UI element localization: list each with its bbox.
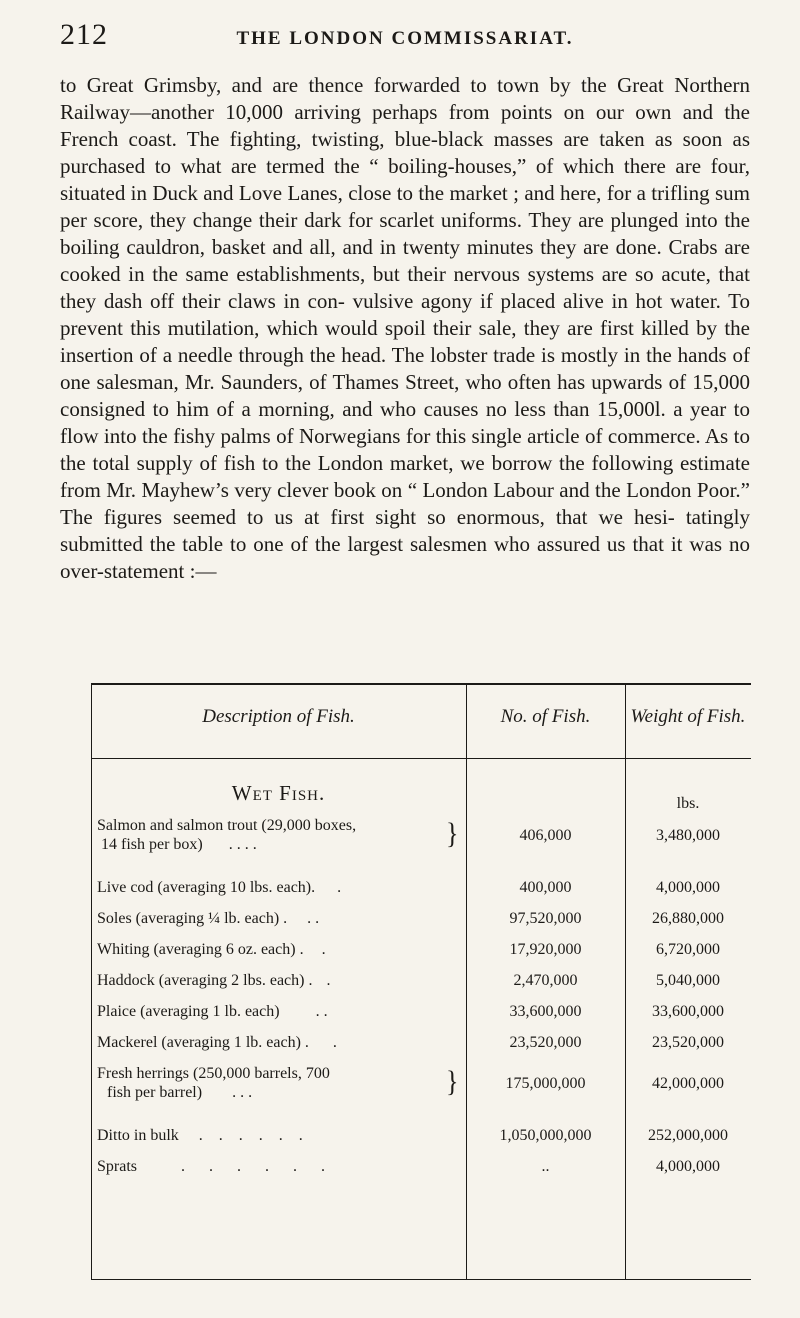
row-weight: 26,880,000 [652, 910, 724, 927]
row-description: Whiting (averaging 6 oz. each) . . [97, 941, 326, 958]
row-description: Haddock (averaging 2 lbs. each) . . [97, 972, 331, 989]
row-description: Fresh herrings (250,000 barrels, 700 fish per barrel) . . . [97, 1065, 330, 1101]
row-weight: 3,480,000 [656, 827, 720, 844]
section-title-wet-fish: Wet Fish. [231, 781, 326, 805]
row-number: .. [541, 1158, 550, 1175]
weight-unit: lbs. [676, 795, 700, 812]
row-description: Plaice (averaging 1 lb. each) . . [97, 1003, 328, 1020]
header-weight: Weight of Fish. [630, 706, 746, 727]
header-description: Description of Fish. [202, 706, 355, 727]
row-number: 33,600,000 [509, 1003, 582, 1020]
row-weight: 4,000,000 [656, 1158, 720, 1175]
table-left-border [91, 683, 92, 1280]
row-description: Ditto in bulk . . . . . . [97, 1127, 309, 1144]
row-weight: 42,000,000 [652, 1075, 724, 1092]
body-paragraph-container [60, 72, 750, 585]
row-weight: 33,600,000 [652, 1003, 724, 1020]
row-number: 1,050,000,000 [499, 1127, 592, 1144]
row-number: 175,000,000 [505, 1075, 586, 1092]
body-paragraph: to Great Grimsby, and are thence forwarded to town by the Great Northern Railway—another 10,000 arriving perhaps from points on our own and the French coast. The fighting, twisting, blue-black masses are taken as soon as purchased to what are termed the “ boiling-houses,” of which there are four, situated in Duck and Love Lanes, close to the market ; and here, for a trifling sum per score, they change their dark for scarlet uniforms. They are plunged into the boiling cauldron, basket and all, and in twenty minutes they are done. Crabs are cooked in the same establishments, but their nervous systems are so acute, that they dash off their claws in con- vulsive agony if placed alive in hot water. To prevent this mutilation, which would spoil their sale, they are first killed by the insertion of a needle through the head. The lobster trade is mostly in the hands of one salesman, Mr. Saunders, of Thames Street, who often has upwards of 15,000 consigned to him of a morning, and who causes no less than 15,000l. a year to flow into the fishy palms of Norwegians for this single article of commerce. As to the total supply of fish to the London market, we borrow the following estimate from Mr. Mayhew’s very clever book on “ London Labour and the London Poor.” The figures seemed to us at first sight so enormous, that we hesi- tatingly submitted the table to one of the largest salesmen who assured us that it was no over-statement :— [60, 73, 750, 583]
row-weight: 4,000,000 [656, 879, 720, 896]
row-description: Soles (averaging ¼ lb. each) . . . [97, 910, 320, 927]
row-description: Mackerel (averaging 1 lb. each) . . [97, 1034, 337, 1051]
row-weight: 252,000,000 [648, 1127, 728, 1144]
row-number: 2,470,000 [513, 972, 578, 989]
running-head: THE LONDON COMMISSARIAT. [236, 28, 574, 49]
table-header-rule [91, 758, 751, 759]
brace-icon: } [446, 816, 459, 851]
page-number: 212 [60, 18, 108, 51]
page-header [60, 18, 750, 58]
row-description: Salmon and salmon trout (29,000 boxes, 14 fish per box) . . . . [97, 817, 357, 853]
row-number: 17,920,000 [509, 941, 582, 958]
row-weight: 6,720,000 [656, 941, 720, 958]
row-weight: 5,040,000 [656, 972, 720, 989]
row-number: 406,000 [519, 827, 572, 844]
row-number: 23,520,000 [509, 1034, 582, 1051]
row-weight: 23,520,000 [652, 1034, 724, 1051]
table-bottom-rule [91, 1279, 751, 1280]
row-number: 400,000 [519, 879, 572, 896]
row-description: Live cod (averaging 10 lbs. each). . [97, 879, 342, 896]
row-number: 97,520,000 [509, 910, 582, 927]
header-number: No. of Fish. [500, 706, 591, 727]
fish-supply-table [91, 683, 751, 1283]
table-top-rule [91, 683, 751, 685]
row-description: Sprats . . . . . . [97, 1158, 335, 1175]
brace-icon: } [446, 1064, 459, 1099]
